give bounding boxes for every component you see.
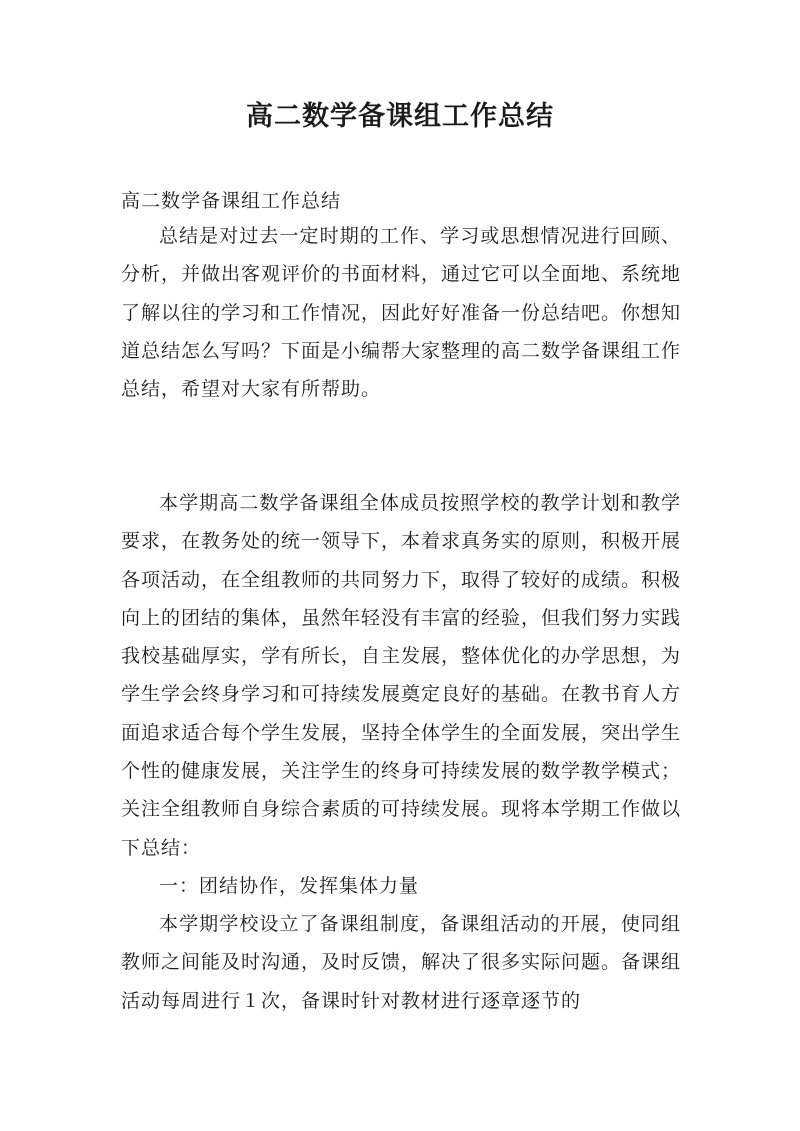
intro-paragraph: 总结是对过去一定时期的工作、学习或思想情况进行回顾、分析，并做出客观评价的书面材料，通过它可以全面地、系统地了解以往的学习和工作情况，因此好好准备一份总结吧。你想知道总结怎么写吗？下面是小编帮大家整理的高二数学备课组工作总结，希望对大家有所帮助。 <box>121 225 682 401</box>
page-title: 高二数学备课组工作总结 <box>246 101 554 132</box>
section-paragraph: 本学期学校设立了备课组制度，备课组活动的开展，使同组教师之间能及时沟通，及时反馈，解决了很多实际问题。备课组活动每周进行１次，备课时针对教材进行逐章逐节的 <box>121 913 682 1012</box>
summary-paragraph: 本学期高二数学备课组全体成员按照学校的教学计划和教学要求，在教务处的统一领导下，本着求真务实的原则，积极开展各项活动，在全组教师的共同努力下，取得了较好的成绩。积极向上的团结的集体，虽然年轻没有丰富的经验，但我们努力实践我校基础厚实，学有所长，自主发展，整体优化的办学思想，为学生学会终身学习和可持续发展奠定良好的基础。在教书育人方面追求适合每个学生发展，坚持全体学生的全面发展，突出学生个性的健康发展，关注学生的终身可持续发展的数学教学模式；关注全组教师自身综合素质的可持续发展。现将本学期工作做以下总结： <box>121 492 682 859</box>
document-subtitle: 高二数学备课组工作总结 <box>121 190 342 212</box>
section-heading: 一：团结协作，发挥集体力量 <box>159 875 420 897</box>
